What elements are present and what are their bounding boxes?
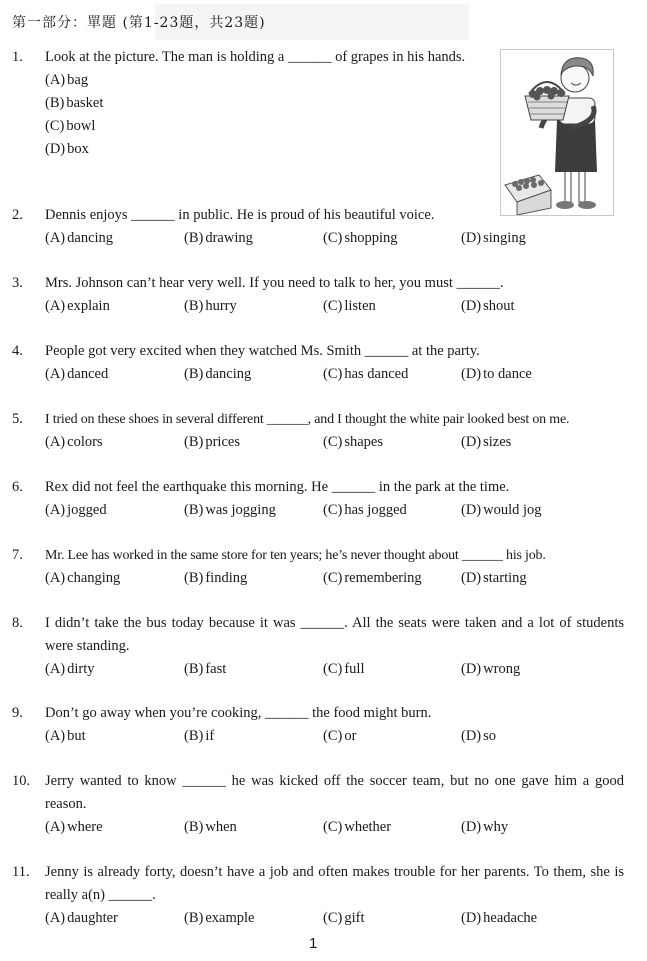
option-text: sizes: [483, 434, 512, 450]
question-number: 3.: [12, 275, 23, 291]
question-7: [12, 544, 624, 590]
option-text: explain: [67, 298, 110, 314]
question-text: Jenny is already forty, doesn’t have a job and often makes trouble for her parents. To them, she is really a(n) ______.: [45, 864, 624, 903]
option-b[interactable]: [184, 567, 247, 590]
option-d[interactable]: [461, 658, 520, 681]
question-text: Mrs. Johnson can’t hear very well. If you need to talk to her, you must ______.: [45, 275, 504, 291]
option-label: (B): [184, 819, 204, 835]
option-text: dirty: [67, 661, 95, 677]
option-text: shout: [483, 298, 515, 314]
question-text: Dennis enjoys ______ in public. He is proud of his beautiful voice.: [45, 207, 435, 223]
question-text: Rex did not feel the earthquake this morning. He ______ in the park at the time.: [45, 479, 510, 495]
option-label: (A): [45, 230, 66, 246]
option-c[interactable]: [323, 725, 356, 748]
option-text: headache: [483, 910, 538, 926]
option-label: (A): [45, 366, 66, 382]
option-d[interactable]: [461, 295, 515, 318]
man-with-grapes-illustration: [500, 49, 614, 216]
option-a[interactable]: [45, 907, 118, 930]
option-c[interactable]: [323, 499, 407, 522]
option-label: (A): [45, 72, 66, 88]
option-text: whether: [344, 819, 392, 835]
option-label: (D): [461, 502, 482, 518]
option-c[interactable]: [323, 295, 376, 318]
option-label: (C): [323, 570, 343, 586]
option-label: (D): [461, 728, 482, 744]
option-c[interactable]: [323, 363, 408, 386]
option-a[interactable]: [45, 567, 120, 590]
option-a[interactable]: [45, 499, 107, 522]
option-label: (B): [184, 661, 204, 677]
option-b[interactable]: [184, 499, 276, 522]
option-text: colors: [67, 434, 103, 450]
option-label: (D): [461, 434, 482, 450]
option-d[interactable]: [461, 227, 526, 250]
option-text: full: [344, 661, 365, 677]
option-d[interactable]: [461, 907, 537, 930]
question-text: Look at the picture. The man is holding a ______ of grapes in his hands.: [45, 49, 466, 65]
option-text: changing: [67, 570, 121, 586]
option-text: gift: [344, 910, 365, 926]
question-6: [12, 476, 624, 522]
option-label: (C): [323, 434, 343, 450]
option-label: (D): [45, 141, 66, 157]
option-label: (B): [45, 95, 65, 111]
option-text: wrong: [483, 661, 521, 677]
option-text: has jogged: [344, 502, 407, 518]
options-row: [45, 227, 624, 250]
section-header: 第一部分：單題 (第1-23題，共23題): [12, 15, 266, 31]
option-label: (A): [45, 910, 66, 926]
question-number: 9.: [12, 705, 23, 721]
option-text: prices: [205, 434, 240, 450]
option-b[interactable]: [184, 907, 254, 930]
question-text: People got very excited when they watched Ms. Smith ______ at the party.: [45, 343, 480, 359]
option-label: (B): [184, 230, 204, 246]
option-text: danced: [67, 366, 109, 382]
option-text: was jogging: [205, 502, 276, 518]
option-a[interactable]: [45, 363, 108, 386]
option-b[interactable]: [184, 725, 214, 748]
option-text: when: [205, 819, 237, 835]
option-label: (C): [323, 366, 343, 382]
option-b[interactable]: [184, 816, 237, 839]
option-text: so: [483, 728, 497, 744]
options-row: [45, 431, 624, 454]
option-label: (C): [323, 502, 343, 518]
question-number: 11.: [12, 864, 30, 880]
option-text: but: [67, 728, 86, 744]
question-number: 8.: [12, 615, 23, 631]
option-a[interactable]: [45, 658, 95, 681]
question-text: I didn’t take the bus today because it was ______. All the seats were taken and a lot of students were standing.: [45, 615, 624, 654]
option-b[interactable]: [184, 363, 251, 386]
options-row: [45, 816, 624, 839]
option-label: (C): [323, 661, 343, 677]
option-label: (A): [45, 728, 66, 744]
option-a[interactable]: [45, 431, 103, 454]
options-row: [45, 567, 624, 590]
option-a[interactable]: [45, 227, 113, 250]
question-8: [12, 612, 624, 681]
option-label: (B): [184, 502, 204, 518]
option-d[interactable]: [461, 725, 496, 748]
option-text: jogged: [67, 502, 107, 518]
option-d[interactable]: [461, 431, 511, 454]
question-3: [12, 272, 624, 318]
option-d[interactable]: [461, 567, 527, 590]
option-label: (D): [461, 570, 482, 586]
option-c[interactable]: [323, 658, 364, 681]
option-label: (B): [184, 434, 204, 450]
options-row: [45, 295, 624, 318]
option-label: (D): [461, 366, 482, 382]
option-label: (D): [461, 298, 482, 314]
question-number: 4.: [12, 343, 23, 359]
question-number: 7.: [12, 547, 23, 563]
option-text: if: [205, 728, 215, 744]
option-text: would jog: [483, 502, 542, 518]
question-number: 6.: [12, 479, 23, 495]
question-text: Don’t go away when you’re cooking, ______ the food might burn.: [45, 705, 432, 721]
option-text: starting: [483, 570, 527, 586]
option-c[interactable]: [323, 431, 383, 454]
options-row: [45, 363, 624, 386]
option-text: shopping: [344, 230, 398, 246]
option-c[interactable]: [323, 907, 364, 930]
option-label: (A): [45, 502, 66, 518]
option-text: has danced: [344, 366, 409, 382]
option-label: (B): [184, 728, 204, 744]
question-text: Jerry wanted to know ______ he was kicked off the soccer team, but no one gave him a good reason.: [45, 773, 624, 812]
option-text: fast: [205, 661, 227, 677]
option-label: (B): [184, 910, 204, 926]
option-text: dancing: [205, 366, 252, 382]
option-text: or: [344, 728, 357, 744]
option-a[interactable]: [45, 816, 103, 839]
question-5: [12, 408, 624, 454]
option-b[interactable]: [184, 227, 253, 250]
option-label: (D): [461, 819, 482, 835]
option-label: (C): [323, 230, 343, 246]
question-number: 5.: [12, 411, 23, 427]
option-text: box: [67, 141, 89, 157]
option-c[interactable]: [323, 816, 391, 839]
option-b[interactable]: [184, 431, 240, 454]
options-row: [45, 725, 624, 748]
question-9: [12, 702, 624, 748]
option-label: (B): [184, 366, 204, 382]
option-text: singing: [483, 230, 526, 246]
option-c[interactable]: [323, 567, 422, 590]
option-d[interactable]: [461, 499, 542, 522]
option-text: shapes: [344, 434, 384, 450]
options-row: [45, 499, 624, 522]
option-label: (B): [184, 570, 204, 586]
option-text: where: [67, 819, 103, 835]
question-2: [12, 204, 624, 250]
option-text: example: [205, 910, 255, 926]
option-a[interactable]: [45, 725, 86, 748]
option-label: (D): [461, 910, 482, 926]
question-number: 1.: [12, 49, 23, 65]
option-b[interactable]: [184, 295, 237, 318]
option-text: drawing: [205, 230, 253, 246]
option-label: (C): [323, 728, 343, 744]
option-label: (A): [45, 661, 66, 677]
option-label: (D): [461, 661, 482, 677]
page-number: 1: [309, 935, 318, 952]
option-text: bag: [67, 72, 89, 88]
option-text: listen: [344, 298, 376, 314]
option-label: (D): [461, 230, 482, 246]
question-11: [12, 861, 624, 930]
option-b[interactable]: [184, 658, 226, 681]
question-text: Mr. Lee has worked in the same store for ten years; he’s never thought about ______ his job.: [45, 548, 546, 563]
option-text: remembering: [344, 570, 422, 586]
question-number: 2.: [12, 207, 23, 223]
option-c[interactable]: [323, 227, 398, 250]
option-label: (C): [323, 819, 343, 835]
option-label: (C): [323, 910, 343, 926]
option-text: bowl: [66, 118, 96, 134]
question-number: 10.: [12, 773, 31, 789]
option-text: daughter: [67, 910, 118, 926]
option-text: hurry: [205, 298, 237, 314]
option-text: finding: [205, 570, 248, 586]
options-row: [45, 907, 624, 930]
option-text: why: [483, 819, 509, 835]
option-label: (A): [45, 819, 66, 835]
option-label: (C): [323, 298, 343, 314]
option-label: (A): [45, 298, 66, 314]
option-a[interactable]: [45, 295, 110, 318]
question-4: [12, 340, 624, 386]
option-d[interactable]: [461, 816, 508, 839]
option-d[interactable]: [461, 363, 532, 386]
option-text: basket: [66, 95, 104, 111]
options-row: [45, 658, 624, 681]
option-label: (C): [45, 118, 65, 134]
option-label: (B): [184, 298, 204, 314]
question-10: [12, 770, 624, 839]
option-text: dancing: [67, 230, 114, 246]
question-text: I tried on these shoes in several different ______, and I thought the white pair looked best on me.: [45, 412, 570, 427]
option-label: (A): [45, 434, 66, 450]
option-text: to dance: [483, 366, 532, 382]
option-label: (A): [45, 570, 66, 586]
